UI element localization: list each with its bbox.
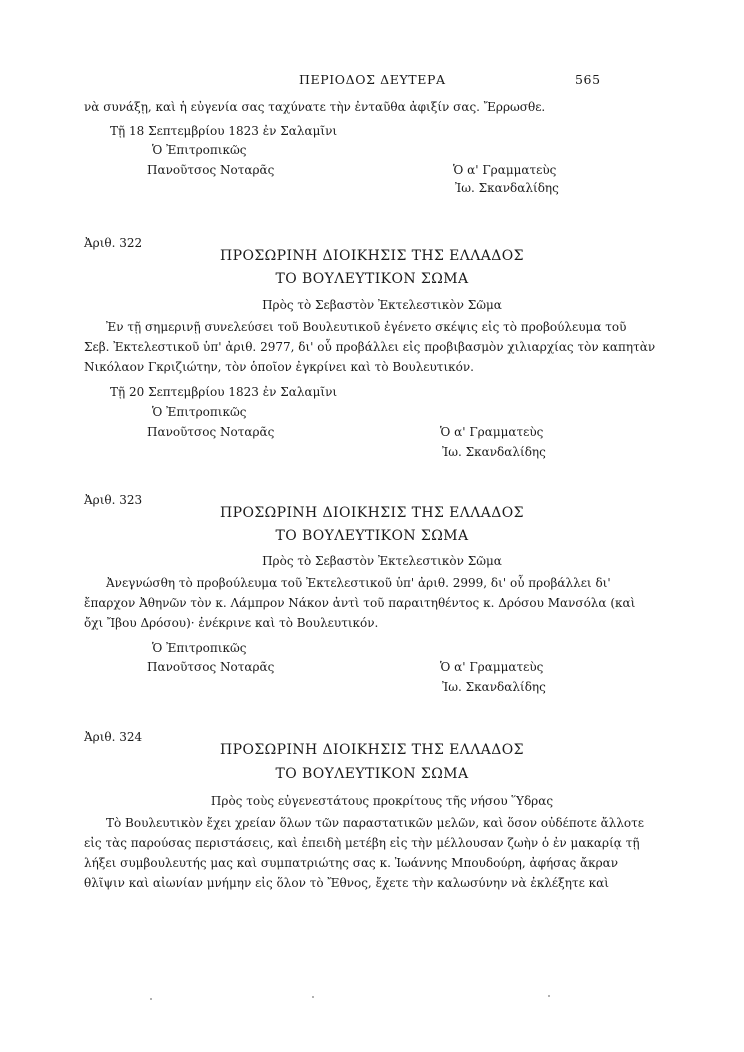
intro-sig-right-2: Ἰω. Σκανδαλίδης [455, 181, 559, 195]
doc324-title: ΠΡΟΣΩΡΙΝΗ ΔΙΟΙΚΗΣΙΣ ΤΗΣ ΕΛΛΑΔΟΣ [220, 742, 524, 758]
doc322-body-line-2: Σεβ. Ἐκτελεστικοῦ ὑπ' ἀριθ. 2977, δι' οὗ προβάλλει εἰς προβιβασμὸν χιλιαρχίας τὸν καπητὰν [84, 340, 656, 354]
doc322-number: Ἀριθ. 322 [84, 236, 143, 250]
running-title: ΠΕΡΙΟΔΟΣ ΔΕΥΤΕΡΑ [299, 72, 446, 87]
doc322-sig-right-1: Ὁ α' Γραμματεὺς [440, 425, 544, 439]
doc324-body-line-4: θλῖψιν καὶ αἰωνίαν μνήμην εἰς ὅλον τὸ Ἔθνος, ἔχετε τὴν καλωσύνην νὰ ἐκλέξητε καὶ [84, 876, 609, 890]
doc324-body-line-2: εἰς τὰς παρούσας περιστάσεις, καὶ ἐπειδὴ μετέβη εἰς τὴν μέλλουσαν ζωὴν ὁ ἐν μακαρίᾳ τῇ [84, 836, 640, 850]
doc323-sig-right-2: Ἰω. Σκανδαλίδης [442, 680, 546, 694]
doc322-sig-right-2: Ἰω. Σκανδαλίδης [442, 445, 546, 459]
doc324-body-line-1: Τὸ Βουλευτικὸν ἔχει χρείαν ὅλων τῶν παραστατικῶν μελῶν, καὶ ὅσον οὐδέποτε ἄλλοτε [106, 816, 645, 830]
scan-speck [548, 995, 550, 997]
doc322-body-line-1: Ἐν τῇ σημερινῇ συνελεύσει τοῦ Βουλευτικοῦ ἐγένετο σκέψις εἰς τὸ προβούλευμα τοῦ [106, 320, 627, 334]
scan-speck [150, 998, 152, 1000]
doc323-sig-right-1: Ὁ α' Γραμματεὺς [440, 660, 544, 674]
doc323-sig-left-2: Πανοῦτσος Νοταρᾶς [147, 660, 275, 674]
doc322-body-line-3: Νικόλαον Γκριζιώτην, τὸν ὁποῖον ἐγκρίνει καὶ τὸ Βουλευτικόν. [84, 360, 474, 374]
intro-sig-right-1: Ὁ α' Γραμματεὺς [453, 163, 557, 177]
doc324-number: Ἀριθ. 324 [84, 730, 143, 744]
doc322-sig-left-1: Ὁ Ἐπιτροπικῶς [152, 405, 247, 419]
doc324-subtitle: ΤΟ ΒΟΥΛΕΥΤΙΚΟΝ ΣΩΜΑ [275, 766, 469, 782]
intro-sig-left-2: Πανοῦτσος Νοταρᾶς [147, 163, 275, 177]
intro-date: Τῇ 18 Σεπτεμβρίου 1823 ἐν Σαλαμῖνι [110, 124, 338, 138]
doc323-body-line-3: ὄχι Ἴβου Δρόσου)· ἐνέκρινε καὶ τὸ Βουλευτικόν. [84, 616, 379, 630]
doc324-addressee: Πρὸς τοὺς εὐγενεστάτους προκρίτους τῆς νήσου Ὕδρας [210, 794, 554, 808]
doc324-body-line-3: λήξει συμβουλευτής μας καὶ συμπατριώτης σας κ. Ἰωάννης Μπουδούρη, ἀφήσας ἄκραν [84, 856, 619, 870]
doc322-addressee: Πρὸς τὸ Σεβαστὸν Ἐκτελεστικὸν Σῶμα [262, 298, 502, 312]
doc323-body-line-1: Ἀνεγνώσθη τὸ προβούλευμα τοῦ Ἐκτελεστικοῦ ὑπ' ἀριθ. 2999, δι' οὗ προβάλλει δι' [106, 576, 611, 590]
doc323-addressee: Πρὸς τὸ Σεβαστὸν Ἐκτελεστικὸν Σῶμα [262, 554, 502, 568]
intro-sig-left-1: Ὁ Ἐπιτροπικῶς [152, 143, 247, 157]
doc322-sig-left-2: Πανοῦτσος Νοταρᾶς [147, 425, 275, 439]
scan-speck [312, 996, 314, 998]
doc323-body-line-2: ἔπαρχον Ἀθηνῶν τὸν κ. Λάμπρον Νάκον ἀντὶ τοῦ παραιτηθέντος κ. Δρόσου Μανσόλα (καὶ [84, 596, 636, 610]
intro-line: νὰ συνάξῃ, καὶ ἡ εὐγενία σας ταχύνατε τὴν ἐνταῦθα ἀφιξίν σας. Ἔρρωσθε. [84, 100, 546, 114]
doc323-title: ΠΡΟΣΩΡΙΝΗ ΔΙΟΙΚΗΣΙΣ ΤΗΣ ΕΛΛΑΔΟΣ [220, 505, 524, 521]
doc322-title: ΠΡΟΣΩΡΙΝΗ ΔΙΟΙΚΗΣΙΣ ΤΗΣ ΕΛΛΑΔΟΣ [220, 248, 524, 264]
doc323-sig-left-1: Ὁ Ἐπιτροπικῶς [152, 641, 247, 655]
doc322-date: Τῇ 20 Σεπτεμβρίου 1823 ἐν Σαλαμῖνι [110, 385, 338, 399]
doc322-subtitle: ΤΟ ΒΟΥΛΕΥΤΙΚΟΝ ΣΩΜΑ [275, 271, 469, 287]
doc323-number: Ἀριθ. 323 [84, 493, 143, 507]
page-number: 565 [575, 72, 601, 87]
doc323-subtitle: ΤΟ ΒΟΥΛΕΥΤΙΚΟΝ ΣΩΜΑ [275, 528, 469, 544]
